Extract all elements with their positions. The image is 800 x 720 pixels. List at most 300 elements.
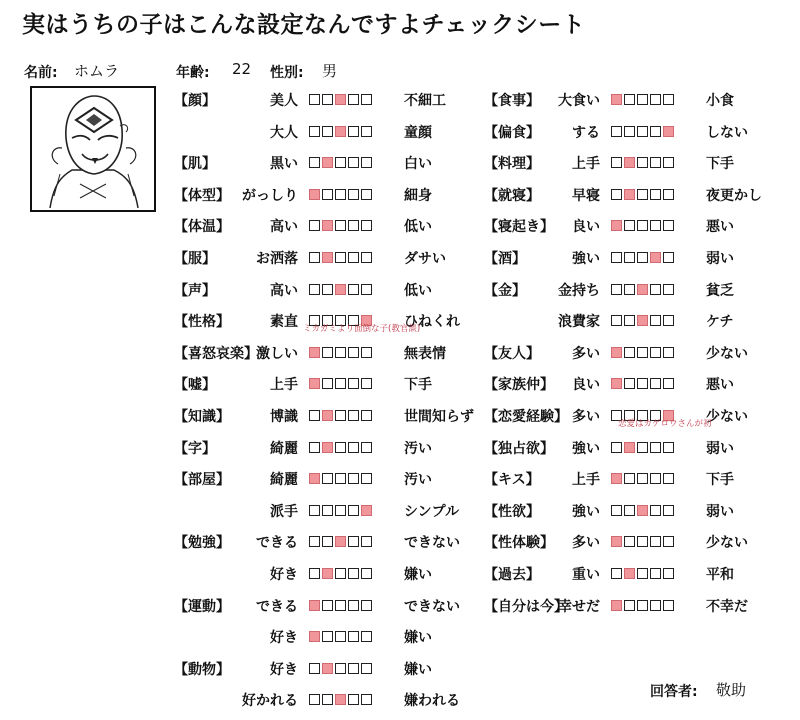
right-scale-left-word: 重い xyxy=(572,567,600,583)
name-label: 名前: xyxy=(24,65,58,81)
rating-box[interactable] xyxy=(624,94,635,105)
rating-box[interactable] xyxy=(322,631,333,642)
character-portrait xyxy=(30,86,156,212)
left-rating-scale xyxy=(309,568,372,579)
rating-box[interactable] xyxy=(348,94,359,105)
left-scale-left-word: 好かれる xyxy=(242,693,298,710)
left-rating-scale xyxy=(309,126,372,137)
rating-box[interactable] xyxy=(624,126,635,137)
rating-box-checked[interactable] xyxy=(322,220,333,231)
right-scale-left-word: 強い xyxy=(572,251,600,267)
right-rating-scale xyxy=(611,126,674,137)
personality-note: ミカガミより面倒な子(教官談) xyxy=(303,324,421,334)
right-scale-left-word: 幸せだ xyxy=(558,598,600,615)
left-category-label: 【知識】 xyxy=(174,409,230,425)
rating-box[interactable] xyxy=(361,473,372,484)
left-rating-scale xyxy=(309,473,372,484)
left-rating-scale xyxy=(309,694,372,705)
rating-box[interactable] xyxy=(309,663,320,674)
left-scale-right-word: 無表情 xyxy=(404,345,446,362)
rating-box[interactable] xyxy=(650,568,661,579)
rating-box-checked[interactable] xyxy=(309,631,320,642)
rating-box[interactable] xyxy=(361,157,372,168)
right-rating-scale xyxy=(611,315,674,326)
rating-box[interactable] xyxy=(637,473,648,484)
left-scale-left-word: 大人 xyxy=(270,124,298,141)
rating-box[interactable] xyxy=(663,284,674,295)
left-category-label: 【運動】 xyxy=(174,598,230,615)
rating-box[interactable] xyxy=(348,631,359,642)
rating-box[interactable] xyxy=(348,600,359,611)
rating-box[interactable] xyxy=(361,442,372,453)
right-scale-left-word: 多い xyxy=(572,409,600,425)
rating-box-checked[interactable] xyxy=(322,442,333,453)
left-scale-left-word: 好き xyxy=(270,630,298,647)
right-scale-left-word: 上手 xyxy=(572,472,600,489)
left-scale-left-word: 高い xyxy=(270,282,298,299)
rating-box[interactable] xyxy=(335,220,346,231)
rating-box-checked[interactable] xyxy=(335,284,346,295)
right-scale-right-word: 弱い xyxy=(706,503,734,520)
right-category-label: 【友人】 xyxy=(484,345,540,362)
rating-box[interactable] xyxy=(361,663,372,674)
right-category-label: 【過去】 xyxy=(484,567,540,583)
rating-box[interactable] xyxy=(361,631,372,642)
rating-box[interactable] xyxy=(637,126,648,137)
rating-box-checked[interactable] xyxy=(650,252,661,263)
left-scale-right-word: 嫌われる xyxy=(404,693,460,710)
rating-box-checked[interactable] xyxy=(624,442,635,453)
rating-box-checked[interactable] xyxy=(637,505,648,516)
right-rating-scale xyxy=(611,378,674,389)
rating-box[interactable] xyxy=(309,505,320,516)
right-scale-right-word: 弱い xyxy=(706,440,734,457)
right-scale-left-word: 強い xyxy=(572,503,600,520)
rating-box[interactable] xyxy=(611,284,622,295)
rating-box[interactable] xyxy=(335,568,346,579)
rating-box-checked[interactable] xyxy=(611,94,622,105)
rating-box[interactable] xyxy=(650,505,661,516)
left-rating-scale xyxy=(309,220,372,231)
right-rating-scale xyxy=(611,473,674,484)
rating-box[interactable] xyxy=(637,347,648,358)
rating-box[interactable] xyxy=(611,157,622,168)
right-scale-right-word: 弱い xyxy=(706,251,734,267)
rating-box[interactable] xyxy=(335,473,346,484)
right-scale-left-word: する xyxy=(572,124,600,141)
left-category-label: 【動物】 xyxy=(174,661,230,678)
rating-box-checked[interactable] xyxy=(361,505,372,516)
right-category-label: 【偏食】 xyxy=(484,124,540,141)
rating-box-checked[interactable] xyxy=(322,252,333,263)
rating-box[interactable] xyxy=(650,378,661,389)
right-category-label: 【金】 xyxy=(484,282,526,299)
rating-box[interactable] xyxy=(611,505,622,516)
left-scale-left-word: 高い xyxy=(270,219,298,236)
right-rating-scale xyxy=(611,442,674,453)
right-category-label: 【食事】 xyxy=(484,93,540,109)
rating-box-checked[interactable] xyxy=(335,536,346,547)
rating-box[interactable] xyxy=(309,536,320,547)
rating-box[interactable] xyxy=(663,157,674,168)
rating-box[interactable] xyxy=(611,442,622,453)
left-scale-left-word: できる xyxy=(256,598,298,615)
rating-box[interactable] xyxy=(348,536,359,547)
rating-box[interactable] xyxy=(322,505,333,516)
right-scale-right-word: 少ない xyxy=(706,535,748,552)
rating-box[interactable] xyxy=(624,315,635,326)
rating-box[interactable] xyxy=(624,536,635,547)
right-category-label: 【キス】 xyxy=(484,472,540,489)
left-category-label: 【字】 xyxy=(174,440,216,457)
right-category-label: 【家族仲】 xyxy=(484,377,554,394)
right-scale-right-word: ケチ xyxy=(706,314,734,331)
left-scale-right-word: 白い xyxy=(404,156,432,173)
left-scale-left-word: 上手 xyxy=(270,377,298,394)
rating-box[interactable] xyxy=(348,505,359,516)
right-category-label: 【性体験】 xyxy=(484,535,554,552)
rating-box[interactable] xyxy=(348,663,359,674)
rating-box[interactable] xyxy=(335,378,346,389)
right-category-label: 【就寝】 xyxy=(484,187,540,204)
rating-box[interactable] xyxy=(309,94,320,105)
rating-box[interactable] xyxy=(624,600,635,611)
rating-box[interactable] xyxy=(348,157,359,168)
age-label: 年齢: xyxy=(176,65,210,81)
rating-box[interactable] xyxy=(335,347,346,358)
right-scale-right-word: 悪い xyxy=(706,219,734,236)
left-scale-left-word: がっしり xyxy=(242,187,298,204)
left-scale-left-word: 美人 xyxy=(270,93,298,109)
left-category-label: 【勉強】 xyxy=(174,535,230,552)
rating-box[interactable] xyxy=(650,157,661,168)
rating-box[interactable] xyxy=(650,536,661,547)
left-scale-right-word: できない xyxy=(404,598,460,615)
left-scale-left-word: 派手 xyxy=(270,503,298,520)
rating-box[interactable] xyxy=(637,94,648,105)
right-category-label: 【酒】 xyxy=(484,251,526,267)
rating-box[interactable] xyxy=(322,284,333,295)
left-rating-scale xyxy=(309,442,372,453)
rating-box[interactable] xyxy=(637,378,648,389)
rating-box[interactable] xyxy=(637,220,648,231)
rating-box[interactable] xyxy=(322,347,333,358)
rating-box[interactable] xyxy=(663,473,674,484)
left-category-label: 【体型】 xyxy=(174,187,230,204)
rating-box-checked[interactable] xyxy=(611,473,622,484)
rating-box-checked[interactable] xyxy=(309,473,320,484)
rating-box[interactable] xyxy=(663,505,674,516)
right-category-label: 【自分は今】 xyxy=(484,598,568,615)
rating-box-checked[interactable] xyxy=(309,600,320,611)
portrait-drawing xyxy=(32,88,154,210)
rating-box[interactable] xyxy=(663,220,674,231)
right-rating-scale xyxy=(611,600,674,611)
rating-box[interactable] xyxy=(348,252,359,263)
right-scale-right-word: 平和 xyxy=(706,567,734,583)
rating-box[interactable] xyxy=(650,600,661,611)
rating-box[interactable] xyxy=(361,252,372,263)
right-rating-scale xyxy=(611,252,674,263)
rating-box[interactable] xyxy=(335,505,346,516)
rating-box-checked[interactable] xyxy=(322,157,333,168)
left-category-label: 【体温】 xyxy=(174,219,230,236)
left-scale-right-word: 嫌い xyxy=(404,630,432,647)
rating-box[interactable] xyxy=(624,220,635,231)
right-scale-left-word: 良い xyxy=(572,219,600,236)
rating-box[interactable] xyxy=(650,473,661,484)
left-category-label: 【服】 xyxy=(174,251,216,267)
rating-box[interactable] xyxy=(322,126,333,137)
left-category-label: 【肌】 xyxy=(174,156,216,173)
left-category-label: 【喜怒哀楽】 xyxy=(174,345,258,362)
rating-box[interactable] xyxy=(663,568,674,579)
name-value: ホムラ xyxy=(74,62,120,80)
rating-box-checked[interactable] xyxy=(309,378,320,389)
left-scale-left-word: お洒落 xyxy=(256,251,298,267)
left-rating-scale xyxy=(309,189,372,200)
left-scale-left-word: 博識 xyxy=(270,409,298,425)
right-scale-right-word: 悪い xyxy=(706,377,734,394)
left-scale-right-word: 細身 xyxy=(404,187,432,204)
rating-box[interactable] xyxy=(335,442,346,453)
rating-box[interactable] xyxy=(650,189,661,200)
rating-box[interactable] xyxy=(335,631,346,642)
rating-box-checked[interactable] xyxy=(322,568,333,579)
rating-box[interactable] xyxy=(335,663,346,674)
rating-box-checked[interactable] xyxy=(624,568,635,579)
rating-box[interactable] xyxy=(650,220,661,231)
rating-box[interactable] xyxy=(624,378,635,389)
left-scale-right-word: 嫌い xyxy=(404,661,432,678)
left-scale-right-word: 嫌い xyxy=(404,567,432,583)
rating-box-checked[interactable] xyxy=(611,347,622,358)
left-rating-scale xyxy=(309,410,372,421)
rating-box-checked[interactable] xyxy=(309,189,320,200)
right-scale-right-word: 不幸だ xyxy=(706,598,748,615)
rating-box[interactable] xyxy=(663,378,674,389)
rating-box[interactable] xyxy=(650,284,661,295)
left-rating-scale xyxy=(309,536,372,547)
rating-box[interactable] xyxy=(650,126,661,137)
rating-box[interactable] xyxy=(348,126,359,137)
rating-box[interactable] xyxy=(309,694,320,705)
rating-box[interactable] xyxy=(361,347,372,358)
rating-box[interactable] xyxy=(361,220,372,231)
rating-box[interactable] xyxy=(361,189,372,200)
rating-box[interactable] xyxy=(348,694,359,705)
rating-box[interactable] xyxy=(335,189,346,200)
left-scale-right-word: 世間知らず xyxy=(404,409,474,425)
left-rating-scale xyxy=(309,663,372,674)
rating-box[interactable] xyxy=(663,94,674,105)
rating-box[interactable] xyxy=(322,378,333,389)
sheet-title: 実はうちの子はこんな設定なんですよチェックシート xyxy=(22,12,586,38)
right-scale-right-word: 下手 xyxy=(706,472,734,489)
left-scale-right-word: できない xyxy=(404,535,460,552)
rating-box[interactable] xyxy=(348,378,359,389)
rating-box-checked[interactable] xyxy=(335,694,346,705)
rating-box-checked[interactable] xyxy=(335,94,346,105)
right-scale-left-word: 良い xyxy=(572,377,600,394)
rating-box[interactable] xyxy=(309,220,320,231)
rating-box[interactable] xyxy=(309,568,320,579)
rating-box-checked[interactable] xyxy=(322,663,333,674)
rating-box[interactable] xyxy=(637,568,648,579)
left-scale-left-word: 素直 xyxy=(270,314,298,331)
rating-box[interactable] xyxy=(650,347,661,358)
left-scale-right-word: 低い xyxy=(404,282,432,299)
rating-box[interactable] xyxy=(309,442,320,453)
left-scale-right-word: 低い xyxy=(404,219,432,236)
rating-box[interactable] xyxy=(611,126,622,137)
rating-box[interactable] xyxy=(361,536,372,547)
rating-box[interactable] xyxy=(322,473,333,484)
rating-box-checked[interactable] xyxy=(335,126,346,137)
rating-box-checked[interactable] xyxy=(611,536,622,547)
left-scale-left-word: できる xyxy=(256,535,298,552)
rating-box[interactable] xyxy=(361,600,372,611)
rating-box[interactable] xyxy=(624,284,635,295)
rating-box[interactable] xyxy=(361,284,372,295)
rating-box-checked[interactable] xyxy=(322,410,333,421)
rating-box[interactable] xyxy=(663,315,674,326)
right-scale-right-word: 貧乏 xyxy=(706,282,734,299)
rating-box[interactable] xyxy=(322,694,333,705)
rating-box[interactable] xyxy=(637,252,648,263)
rating-box[interactable] xyxy=(348,347,359,358)
rating-box[interactable] xyxy=(637,189,648,200)
rating-box[interactable] xyxy=(361,378,372,389)
rating-box[interactable] xyxy=(309,410,320,421)
rating-box-checked[interactable] xyxy=(611,378,622,389)
answerer-value: 敬助 xyxy=(716,681,747,699)
right-scale-right-word: 少ない xyxy=(706,409,748,425)
right-scale-left-word: 強い xyxy=(572,440,600,457)
left-rating-scale xyxy=(309,347,372,358)
gender-value: 男 xyxy=(322,62,338,80)
rating-box-checked[interactable] xyxy=(624,189,635,200)
rating-box-checked[interactable] xyxy=(663,126,674,137)
left-rating-scale xyxy=(309,252,372,263)
rating-box-checked[interactable] xyxy=(611,600,622,611)
left-scale-right-word: ひねくれ xyxy=(404,314,460,331)
rating-box[interactable] xyxy=(309,126,320,137)
rating-box[interactable] xyxy=(650,315,661,326)
rating-box[interactable] xyxy=(663,252,674,263)
left-rating-scale xyxy=(309,600,372,611)
rating-box[interactable] xyxy=(663,347,674,358)
right-rating-scale xyxy=(611,505,674,516)
rating-box[interactable] xyxy=(361,410,372,421)
left-category-label: 【声】 xyxy=(174,282,216,299)
answerer-label: 回答者: xyxy=(650,684,698,700)
rating-box[interactable] xyxy=(637,157,648,168)
rating-box-checked[interactable] xyxy=(309,347,320,358)
rating-box[interactable] xyxy=(348,189,359,200)
right-scale-left-word: 上手 xyxy=(572,156,600,173)
right-scale-left-word: 多い xyxy=(572,345,600,362)
right-category-label: 【寝起き】 xyxy=(484,219,554,236)
rating-box[interactable] xyxy=(361,694,372,705)
left-category-label: 【嘘】 xyxy=(174,377,216,394)
left-rating-scale xyxy=(309,284,372,295)
left-category-label: 【顔】 xyxy=(174,93,216,109)
rating-box[interactable] xyxy=(348,284,359,295)
left-scale-right-word: 童顔 xyxy=(404,124,432,141)
gender-label: 性別: xyxy=(270,65,304,81)
rating-box[interactable] xyxy=(322,536,333,547)
rating-box[interactable] xyxy=(663,600,674,611)
right-scale-left-word: 浪費家 xyxy=(558,314,600,331)
rating-box[interactable] xyxy=(611,568,622,579)
rating-box[interactable] xyxy=(348,568,359,579)
rating-box[interactable] xyxy=(637,536,648,547)
left-scale-right-word: 下手 xyxy=(404,377,432,394)
left-scale-left-word: 激しい xyxy=(256,345,298,362)
left-rating-scale xyxy=(309,631,372,642)
rating-box[interactable] xyxy=(611,315,622,326)
rating-box[interactable] xyxy=(361,126,372,137)
right-rating-scale xyxy=(611,94,674,105)
left-scale-left-word: 綺麗 xyxy=(270,472,298,489)
rating-box[interactable] xyxy=(663,442,674,453)
right-category-label: 【独占欲】 xyxy=(484,440,554,457)
left-scale-left-word: 綺麗 xyxy=(270,440,298,457)
rating-box[interactable] xyxy=(322,189,333,200)
rating-box[interactable] xyxy=(348,442,359,453)
rating-box-checked[interactable] xyxy=(637,315,648,326)
rating-box[interactable] xyxy=(611,189,622,200)
left-scale-right-word: ダサい xyxy=(404,251,446,267)
rating-box[interactable] xyxy=(322,600,333,611)
rating-box[interactable] xyxy=(361,94,372,105)
right-scale-right-word: しない xyxy=(706,124,748,141)
rating-box[interactable] xyxy=(309,252,320,263)
left-scale-left-word: 黒い xyxy=(270,156,298,173)
right-scale-right-word: 小食 xyxy=(706,93,734,109)
rating-box[interactable] xyxy=(322,94,333,105)
rating-box[interactable] xyxy=(637,442,648,453)
rating-box[interactable] xyxy=(348,410,359,421)
rating-box[interactable] xyxy=(624,252,635,263)
rating-box[interactable] xyxy=(309,157,320,168)
rating-box[interactable] xyxy=(361,568,372,579)
rating-box[interactable] xyxy=(650,94,661,105)
rating-box[interactable] xyxy=(348,473,359,484)
rating-box[interactable] xyxy=(348,220,359,231)
right-rating-scale xyxy=(611,347,674,358)
romance-note: 恋愛はカゲロウさんが初 xyxy=(618,419,712,429)
rating-box[interactable] xyxy=(335,252,346,263)
rating-box[interactable] xyxy=(650,442,661,453)
rating-box[interactable] xyxy=(624,347,635,358)
rating-box[interactable] xyxy=(663,536,674,547)
rating-box[interactable] xyxy=(335,157,346,168)
rating-box[interactable] xyxy=(637,600,648,611)
rating-box[interactable] xyxy=(309,284,320,295)
rating-box-checked[interactable] xyxy=(624,157,635,168)
rating-box[interactable] xyxy=(335,410,346,421)
left-scale-right-word: シンプル xyxy=(404,503,460,520)
rating-box[interactable] xyxy=(663,189,674,200)
rating-box-checked[interactable] xyxy=(637,284,648,295)
rating-box[interactable] xyxy=(624,473,635,484)
rating-box[interactable] xyxy=(611,252,622,263)
rating-box[interactable] xyxy=(335,600,346,611)
rating-box[interactable] xyxy=(624,505,635,516)
rating-box-checked[interactable] xyxy=(611,220,622,231)
